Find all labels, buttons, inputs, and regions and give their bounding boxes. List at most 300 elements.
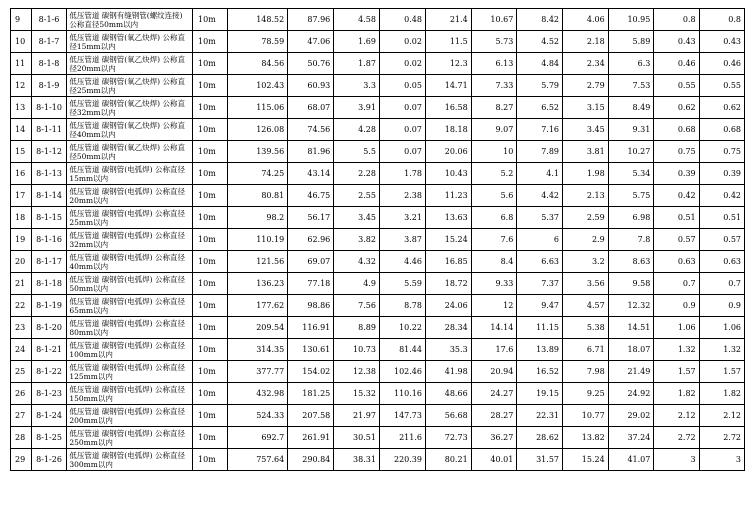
value-cell: 7.56: [334, 295, 380, 317]
item-name-cell: 低压管道 碳钢管(氧乙炔焊) 公称直径50mm以内: [67, 141, 193, 163]
value-cell: 5.79: [517, 75, 563, 97]
value-cell: 20.06: [425, 141, 471, 163]
quota-code-cell: 8-1-24: [31, 405, 67, 427]
value-cell: 1.69: [334, 31, 380, 53]
value-cell: 4.58: [334, 9, 380, 31]
value-cell: 38.31: [334, 449, 380, 471]
value-cell: 5.2: [471, 163, 517, 185]
value-cell: 0.51: [699, 207, 744, 229]
item-name-cell: 低压管道 碳钢管(电弧焊) 公称直径25mm以内: [67, 207, 193, 229]
value-cell: 8.42: [517, 9, 563, 31]
row-number-cell: 16: [11, 163, 32, 185]
row-number-cell: 19: [11, 229, 32, 251]
value-cell: 7.37: [517, 273, 563, 295]
value-cell: 9.25: [563, 383, 609, 405]
value-cell: 181.25: [288, 383, 334, 405]
value-cell: 0.57: [654, 229, 699, 251]
unit-cell: 10m: [193, 119, 228, 141]
value-cell: 40.01: [471, 449, 517, 471]
value-cell: 48.66: [425, 383, 471, 405]
value-cell: 10.27: [608, 141, 654, 163]
value-cell: 0.7: [654, 273, 699, 295]
value-cell: 8.63: [608, 251, 654, 273]
value-cell: 36.27: [471, 427, 517, 449]
value-cell: 78.59: [228, 31, 288, 53]
unit-cell: 10m: [193, 405, 228, 427]
value-cell: 154.02: [288, 361, 334, 383]
unit-cell: 10m: [193, 141, 228, 163]
value-cell: 69.07: [288, 251, 334, 273]
unit-cell: 10m: [193, 361, 228, 383]
value-cell: 9.58: [608, 273, 654, 295]
value-cell: 0.62: [654, 97, 699, 119]
value-cell: 22.31: [517, 405, 563, 427]
value-cell: 0.75: [654, 141, 699, 163]
table-row: [11, 141, 745, 163]
table-row: [11, 449, 745, 471]
item-name-cell: 低压管道 碳钢管(电弧焊) 公称直径40mm以内: [67, 251, 193, 273]
row-number-cell: 20: [11, 251, 32, 273]
value-cell: 10.95: [608, 9, 654, 31]
value-cell: 3: [654, 449, 699, 471]
row-number-cell: 27: [11, 405, 32, 427]
value-cell: 28.34: [425, 317, 471, 339]
value-cell: 2.18: [563, 31, 609, 53]
value-cell: 10.22: [379, 317, 425, 339]
item-name-cell: 低压管道 碳钢管(电弧焊) 公称直径50mm以内: [67, 273, 193, 295]
value-cell: 8.27: [471, 97, 517, 119]
table-row: [11, 119, 745, 141]
item-name-cell: 低压管道 碳钢管(电弧焊) 公称直径20mm以内: [67, 185, 193, 207]
value-cell: 5.73: [471, 31, 517, 53]
value-cell: 148.52: [228, 9, 288, 31]
row-number-cell: 25: [11, 361, 32, 383]
item-name-cell: 低压管道 碳钢管(氧乙炔焊) 公称直径20mm以内: [67, 53, 193, 75]
value-cell: 15.24: [563, 449, 609, 471]
value-cell: 12.32: [608, 295, 654, 317]
value-cell: 4.42: [517, 185, 563, 207]
value-cell: 0.07: [379, 141, 425, 163]
value-cell: 0.07: [379, 97, 425, 119]
value-cell: 4.06: [563, 9, 609, 31]
value-cell: 1.32: [699, 339, 744, 361]
value-cell: 0.05: [379, 75, 425, 97]
quota-code-cell: 8-1-11: [31, 119, 67, 141]
value-cell: 209.54: [228, 317, 288, 339]
quota-code-cell: 8-1-19: [31, 295, 67, 317]
unit-cell: 10m: [193, 449, 228, 471]
value-cell: 5.38: [563, 317, 609, 339]
value-cell: 432.98: [228, 383, 288, 405]
value-cell: 1.78: [379, 163, 425, 185]
value-cell: 21.4: [425, 9, 471, 31]
value-cell: 6.52: [517, 97, 563, 119]
unit-cell: 10m: [193, 273, 228, 295]
value-cell: 110.16: [379, 383, 425, 405]
row-number-cell: 28: [11, 427, 32, 449]
value-cell: 0.63: [699, 251, 744, 273]
value-cell: 0.46: [654, 53, 699, 75]
value-cell: 7.98: [563, 361, 609, 383]
value-cell: 3: [699, 449, 744, 471]
table-row: [11, 405, 745, 427]
value-cell: 11.15: [517, 317, 563, 339]
table-row: [11, 251, 745, 273]
table-row: [11, 31, 745, 53]
unit-cell: 10m: [193, 9, 228, 31]
unit-cell: 10m: [193, 427, 228, 449]
value-cell: 7.16: [517, 119, 563, 141]
value-cell: 0.9: [654, 295, 699, 317]
value-cell: 68.07: [288, 97, 334, 119]
value-cell: 0.46: [699, 53, 744, 75]
value-cell: 16.85: [425, 251, 471, 273]
unit-cell: 10m: [193, 185, 228, 207]
value-cell: 4.52: [517, 31, 563, 53]
value-cell: 2.72: [699, 427, 744, 449]
value-cell: 2.34: [563, 53, 609, 75]
value-cell: 0.39: [654, 163, 699, 185]
item-name-cell: 低压管道 碳钢管(电弧焊) 公称直径200mm以内: [67, 405, 193, 427]
unit-cell: 10m: [193, 97, 228, 119]
quota-code-cell: 8-1-16: [31, 229, 67, 251]
value-cell: 35.3: [425, 339, 471, 361]
value-cell: 3.45: [334, 207, 380, 229]
value-cell: 50.76: [288, 53, 334, 75]
value-cell: 9.31: [608, 119, 654, 141]
value-cell: 207.58: [288, 405, 334, 427]
value-cell: 0.75: [699, 141, 744, 163]
quota-code-cell: 8-1-10: [31, 97, 67, 119]
value-cell: 14.71: [425, 75, 471, 97]
value-cell: 4.57: [563, 295, 609, 317]
item-name-cell: 低压管道 碳钢管(电弧焊) 公称直径80mm以内: [67, 317, 193, 339]
value-cell: 56.17: [288, 207, 334, 229]
value-cell: 2.9: [563, 229, 609, 251]
value-cell: 84.56: [228, 53, 288, 75]
value-cell: 7.33: [471, 75, 517, 97]
unit-cell: 10m: [193, 75, 228, 97]
value-cell: 80.81: [228, 185, 288, 207]
table-row: [11, 163, 745, 185]
table-row: [11, 97, 745, 119]
value-cell: 16.52: [517, 361, 563, 383]
quota-code-cell: 8-1-12: [31, 141, 67, 163]
value-cell: 11.23: [425, 185, 471, 207]
quota-code-cell: 8-1-22: [31, 361, 67, 383]
value-cell: 3.21: [379, 207, 425, 229]
value-cell: 2.13: [563, 185, 609, 207]
value-cell: 4.84: [517, 53, 563, 75]
value-cell: 14.14: [471, 317, 517, 339]
value-cell: 130.61: [288, 339, 334, 361]
row-number-cell: 23: [11, 317, 32, 339]
value-cell: 9.33: [471, 273, 517, 295]
value-cell: 4.9: [334, 273, 380, 295]
value-cell: 0.68: [699, 119, 744, 141]
unit-cell: 10m: [193, 295, 228, 317]
value-cell: 15.32: [334, 383, 380, 405]
value-cell: 2.79: [563, 75, 609, 97]
value-cell: 3.87: [379, 229, 425, 251]
value-cell: 81.44: [379, 339, 425, 361]
table-row: [11, 317, 745, 339]
value-cell: 30.51: [334, 427, 380, 449]
value-cell: 12.3: [425, 53, 471, 75]
value-cell: 7.53: [608, 75, 654, 97]
unit-cell: 10m: [193, 229, 228, 251]
value-cell: 18.07: [608, 339, 654, 361]
value-cell: 2.28: [334, 163, 380, 185]
value-cell: 314.35: [228, 339, 288, 361]
table-row: [11, 339, 745, 361]
table-row: [11, 295, 745, 317]
value-cell: 6.63: [517, 251, 563, 273]
value-cell: 29.02: [608, 405, 654, 427]
value-cell: 18.72: [425, 273, 471, 295]
value-cell: 3.56: [563, 273, 609, 295]
table-row: [11, 185, 745, 207]
row-number-cell: 11: [11, 53, 32, 75]
value-cell: 3.2: [563, 251, 609, 273]
value-cell: 1.06: [654, 317, 699, 339]
row-number-cell: 13: [11, 97, 32, 119]
value-cell: 0.55: [699, 75, 744, 97]
value-cell: 4.28: [334, 119, 380, 141]
quota-code-cell: 8-1-8: [31, 53, 67, 75]
value-cell: 692.7: [228, 427, 288, 449]
value-cell: 0.62: [699, 97, 744, 119]
value-cell: 0.42: [654, 185, 699, 207]
value-cell: 7.89: [517, 141, 563, 163]
value-cell: 5.75: [608, 185, 654, 207]
value-cell: 110.19: [228, 229, 288, 251]
item-name-cell: 低压管道 碳钢管(氧乙炔焊) 公称直径32mm以内: [67, 97, 193, 119]
row-number-cell: 17: [11, 185, 32, 207]
quota-code-cell: 8-1-9: [31, 75, 67, 97]
value-cell: 102.43: [228, 75, 288, 97]
row-number-cell: 10: [11, 31, 32, 53]
value-cell: 80.21: [425, 449, 471, 471]
quota-code-cell: 8-1-17: [31, 251, 67, 273]
quota-code-cell: 8-1-15: [31, 207, 67, 229]
value-cell: 6.98: [608, 207, 654, 229]
item-name-cell: 低压管道 碳钢管(电弧焊) 公称直径32mm以内: [67, 229, 193, 251]
value-cell: 0.48: [379, 9, 425, 31]
value-cell: 24.92: [608, 383, 654, 405]
value-cell: 116.91: [288, 317, 334, 339]
value-cell: 290.84: [288, 449, 334, 471]
value-cell: 5.37: [517, 207, 563, 229]
row-number-cell: 9: [11, 9, 32, 31]
value-cell: 6.3: [608, 53, 654, 75]
value-cell: 87.96: [288, 9, 334, 31]
item-name-cell: 低压管道 碳钢管(电弧焊) 公称直径15mm以内: [67, 163, 193, 185]
value-cell: 72.73: [425, 427, 471, 449]
value-cell: 121.56: [228, 251, 288, 273]
value-cell: 21.97: [334, 405, 380, 427]
item-name-cell: 低压管道 碳钢管(氧乙炔焊) 公称直径25mm以内: [67, 75, 193, 97]
value-cell: 102.46: [379, 361, 425, 383]
item-name-cell: 低压管道 碳钢管(氧乙炔焊) 公称直径40mm以内: [67, 119, 193, 141]
table-row: [11, 273, 745, 295]
value-cell: 0.02: [379, 53, 425, 75]
value-cell: 524.33: [228, 405, 288, 427]
unit-cell: 10m: [193, 53, 228, 75]
value-cell: 28.27: [471, 405, 517, 427]
value-cell: 41.07: [608, 449, 654, 471]
quota-code-cell: 8-1-6: [31, 9, 67, 31]
unit-cell: 10m: [193, 31, 228, 53]
value-cell: 6: [517, 229, 563, 251]
value-cell: 115.06: [228, 97, 288, 119]
value-cell: 1.32: [654, 339, 699, 361]
table-row: [11, 361, 745, 383]
item-name-cell: 低压管道 碳钢管(电弧焊) 公称直径300mm以内: [67, 449, 193, 471]
value-cell: 2.12: [699, 405, 744, 427]
quota-code-cell: 8-1-26: [31, 449, 67, 471]
value-cell: 0.42: [699, 185, 744, 207]
item-name-cell: 低压管道 碳钢管(电弧焊) 公称直径125mm以内: [67, 361, 193, 383]
unit-cell: 10m: [193, 207, 228, 229]
value-cell: 211.6: [379, 427, 425, 449]
value-cell: 147.73: [379, 405, 425, 427]
value-cell: 98.86: [288, 295, 334, 317]
value-cell: 74.56: [288, 119, 334, 141]
value-cell: 5.34: [608, 163, 654, 185]
value-cell: 5.6: [471, 185, 517, 207]
value-cell: 41.98: [425, 361, 471, 383]
value-cell: 28.62: [517, 427, 563, 449]
value-cell: 0.43: [654, 31, 699, 53]
value-cell: 5.5: [334, 141, 380, 163]
value-cell: 0.9: [699, 295, 744, 317]
value-cell: 2.59: [563, 207, 609, 229]
value-cell: 0.8: [654, 9, 699, 31]
quota-code-cell: 8-1-13: [31, 163, 67, 185]
quota-code-cell: 8-1-20: [31, 317, 67, 339]
value-cell: 13.82: [563, 427, 609, 449]
quota-code-cell: 8-1-23: [31, 383, 67, 405]
value-cell: 10.67: [471, 9, 517, 31]
value-cell: 46.75: [288, 185, 334, 207]
value-cell: 1.57: [654, 361, 699, 383]
value-cell: 24.27: [471, 383, 517, 405]
value-cell: 60.93: [288, 75, 334, 97]
unit-cell: 10m: [193, 251, 228, 273]
value-cell: 4.1: [517, 163, 563, 185]
table-row: [11, 383, 745, 405]
value-cell: 98.2: [228, 207, 288, 229]
value-cell: 0.43: [699, 31, 744, 53]
value-cell: 20.94: [471, 361, 517, 383]
value-cell: 74.25: [228, 163, 288, 185]
value-cell: 136.23: [228, 273, 288, 295]
value-cell: 3.3: [334, 75, 380, 97]
row-number-cell: 12: [11, 75, 32, 97]
value-cell: 18.18: [425, 119, 471, 141]
row-number-cell: 21: [11, 273, 32, 295]
value-cell: 21.49: [608, 361, 654, 383]
value-cell: 77.18: [288, 273, 334, 295]
value-cell: 2.72: [654, 427, 699, 449]
value-cell: 2.38: [379, 185, 425, 207]
table-row: [11, 427, 745, 449]
item-name-cell: 低压管道 碳钢管(电弧焊) 公称直径150mm以内: [67, 383, 193, 405]
unit-cell: 10m: [193, 383, 228, 405]
value-cell: 377.77: [228, 361, 288, 383]
quota-code-cell: 8-1-7: [31, 31, 67, 53]
value-cell: 7.8: [608, 229, 654, 251]
value-cell: 6.13: [471, 53, 517, 75]
table-row: [11, 9, 745, 31]
value-cell: 19.15: [517, 383, 563, 405]
value-cell: 8.78: [379, 295, 425, 317]
value-cell: 0.7: [699, 273, 744, 295]
value-cell: 757.64: [228, 449, 288, 471]
value-cell: 6.71: [563, 339, 609, 361]
quota-code-cell: 8-1-14: [31, 185, 67, 207]
value-cell: 2.12: [654, 405, 699, 427]
value-cell: 6.8: [471, 207, 517, 229]
value-cell: 3.15: [563, 97, 609, 119]
value-cell: 0.39: [699, 163, 744, 185]
value-cell: 177.62: [228, 295, 288, 317]
item-name-cell: 低压管道 碳钢管(氧乙炔焊) 公称直径15mm以内: [67, 31, 193, 53]
value-cell: 8.49: [608, 97, 654, 119]
value-cell: 0.02: [379, 31, 425, 53]
value-cell: 10: [471, 141, 517, 163]
row-number-cell: 15: [11, 141, 32, 163]
value-cell: 5.59: [379, 273, 425, 295]
value-cell: 3.91: [334, 97, 380, 119]
value-cell: 37.24: [608, 427, 654, 449]
value-cell: 3.82: [334, 229, 380, 251]
value-cell: 12.38: [334, 361, 380, 383]
unit-cell: 10m: [193, 317, 228, 339]
value-cell: 1.82: [654, 383, 699, 405]
value-cell: 9.47: [517, 295, 563, 317]
value-cell: 261.91: [288, 427, 334, 449]
unit-cell: 10m: [193, 339, 228, 361]
value-cell: 10.77: [563, 405, 609, 427]
quota-code-cell: 8-1-25: [31, 427, 67, 449]
row-number-cell: 18: [11, 207, 32, 229]
value-cell: 16.58: [425, 97, 471, 119]
value-cell: 1.87: [334, 53, 380, 75]
value-cell: 10.73: [334, 339, 380, 361]
unit-cell: 10m: [193, 163, 228, 185]
row-number-cell: 26: [11, 383, 32, 405]
value-cell: 9.07: [471, 119, 517, 141]
table-row: [11, 229, 745, 251]
row-number-cell: 14: [11, 119, 32, 141]
value-cell: 81.96: [288, 141, 334, 163]
value-cell: 3.81: [563, 141, 609, 163]
value-cell: 15.24: [425, 229, 471, 251]
quota-code-cell: 8-1-21: [31, 339, 67, 361]
value-cell: 11.5: [425, 31, 471, 53]
table-row: [11, 53, 745, 75]
value-cell: 8.4: [471, 251, 517, 273]
value-cell: 1.98: [563, 163, 609, 185]
value-cell: 1.82: [699, 383, 744, 405]
row-number-cell: 24: [11, 339, 32, 361]
value-cell: 8.89: [334, 317, 380, 339]
value-cell: 126.08: [228, 119, 288, 141]
value-cell: 0.8: [699, 9, 744, 31]
value-cell: 4.32: [334, 251, 380, 273]
